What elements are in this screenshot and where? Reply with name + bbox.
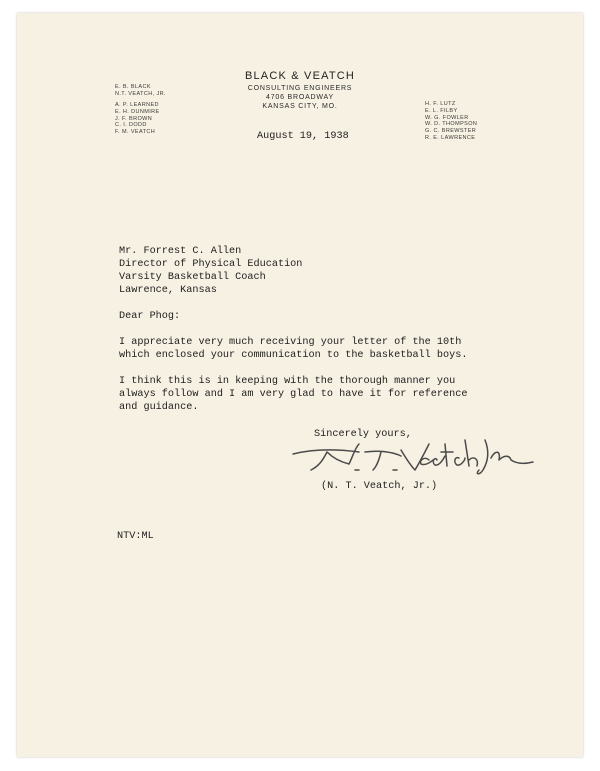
firm-subtitle: CONSULTING ENGINEERS [247,85,353,92]
firm-city: KANSAS CITY, MO. [262,103,338,110]
salutation: Dear Phog: [119,311,181,322]
partner-name: C. I. DODD [115,122,147,129]
partner-name: G. C. BREWSTER [425,128,477,135]
partners-right [425,101,477,142]
letter-page [17,13,583,757]
partner-name: R. E. LAWRENCE [425,134,476,141]
letter-date: August 19, 1938 [257,131,349,142]
body-line: and guidance. [119,402,199,413]
recipient-line: Director of Physical Education [119,259,303,270]
partner-name: F. M. VEATCH [115,129,156,136]
partner-name: A. P. LEARNED [115,102,159,108]
body-line: I think this is in keeping with the thorough manner you [119,376,456,387]
reference-initials: NTV:ML [117,531,154,542]
partner-name: W. G. FOWLER [425,114,469,121]
body-line: which enclosed your communication to the basketball boys. [119,350,468,361]
firm-street: 4706 BROADWAY [266,94,334,101]
closing: Sincerely yours, [314,429,412,440]
body-line: always follow and I am very glad to have it for reference [119,389,468,400]
partner-name: H. F. LUTZ [425,101,456,107]
body-line: I appreciate very much receiving your letter of the 10th [119,337,462,348]
firm-name: BLACK & VEATCH [244,70,356,82]
signer-name: (N. T. Veatch, Jr.) [321,481,438,492]
partner-name: E. L. FILBY [425,107,458,114]
partner-name: E. H. DUNMIRE [115,108,160,115]
recipient-line: Lawrence, Kansas [119,285,217,296]
partner-name: E. B. BLACK [115,84,151,90]
recipient-line: Mr. Forrest C. Allen [119,246,242,257]
recipient-line: Varsity Basketball Coach [119,272,266,283]
partner-name: W. D. THOMPSON [425,121,478,128]
partner-name: J. F. BROWN [115,115,153,122]
partner-name: N.T. VEATCH, JR. [115,90,166,97]
